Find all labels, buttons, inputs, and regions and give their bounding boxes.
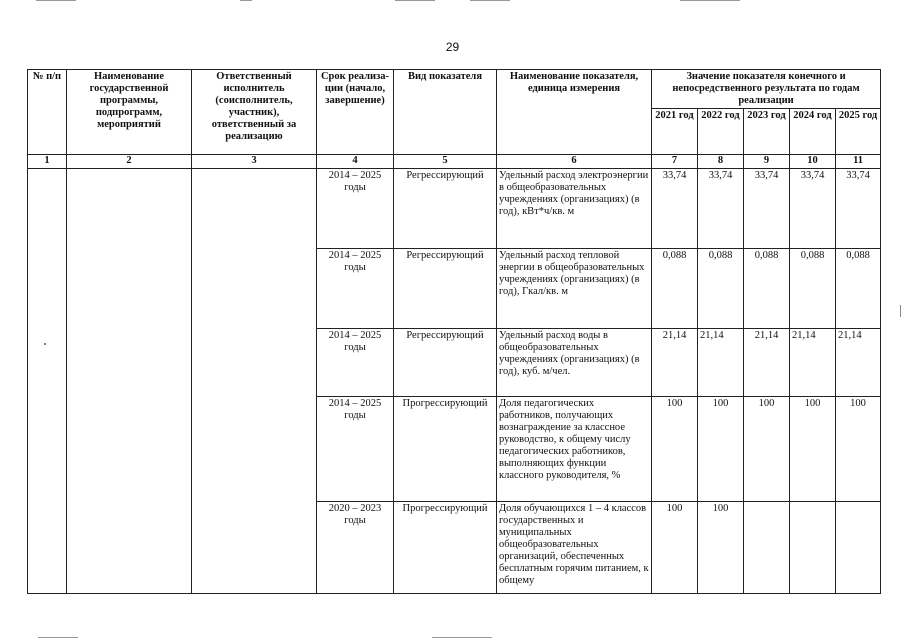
column-number: 8 [698, 155, 744, 169]
cell-value: 33,74 [790, 169, 836, 249]
header-col-executor: Ответственный исполнитель (соисполнитель, участник), ответственный за реализацию [192, 70, 317, 155]
cell-indicator: Удельный расход воды в общеобразовательных учреждениях (организациях) (в год), куб. м/чел. [497, 329, 652, 397]
cell-value: 21,14 [790, 329, 836, 397]
page-number: 29 [445, 40, 460, 54]
cell-indicator: Доля педагогических работников, получающих вознаграждение за классное руководство, к общему числу педагогических работников, выполняющих функции классного руководителя, % [497, 397, 652, 502]
cell-indicator: Доля обучающихся 1 – 4 классов государственных и муниципальных общеобразовательных организаций, обеспеченных бесплатным горячим питанием, к общему [497, 502, 652, 594]
cell-value: 21,14 [836, 329, 881, 397]
cell-value: 0,088 [744, 249, 790, 329]
scan-edge-mark [900, 305, 901, 317]
header-col-indicator: Наименование показателя, единица измерения [497, 70, 652, 155]
column-number: 2 [67, 155, 192, 169]
header-row [28, 70, 881, 109]
cell-value [836, 502, 881, 594]
cell-value [744, 502, 790, 594]
cell-value [790, 502, 836, 594]
header-year: 2024 год [790, 109, 836, 155]
cell-period: 2014 – 2025 годы [317, 329, 394, 397]
column-number-row [28, 155, 881, 169]
header-year: 2025 год [836, 109, 881, 155]
cell-period: 2014 – 2025 годы [317, 249, 394, 329]
cell-value: 0,088 [698, 249, 744, 329]
cell-value: 100 [652, 502, 698, 594]
cell-value: 33,74 [698, 169, 744, 249]
cell-period: 2014 – 2025 годы [317, 397, 394, 502]
header-col-type: Вид показателя [394, 70, 497, 155]
cell-type: Регрессирующий [394, 329, 497, 397]
header-year: 2023 год [744, 109, 790, 155]
cell-value: 100 [790, 397, 836, 502]
cell-value: 100 [836, 397, 881, 502]
scan-speck [44, 343, 46, 345]
cell-value: 100 [698, 502, 744, 594]
cell-value: 0,088 [836, 249, 881, 329]
cell-period: 2014 – 2025 годы [317, 169, 394, 249]
cell-type: Регрессирующий [394, 169, 497, 249]
header-year: 2022 год [698, 109, 744, 155]
cell-value: 33,74 [836, 169, 881, 249]
header-col-program: Наименование государственной программы, подпрограмм, мероприятий [67, 70, 192, 155]
column-number: 7 [652, 155, 698, 169]
cell-value: 100 [652, 397, 698, 502]
indicator-table [27, 69, 881, 594]
cell-value: 33,74 [652, 169, 698, 249]
cell-value: 21,14 [652, 329, 698, 397]
cell-value: 100 [744, 397, 790, 502]
column-number: 10 [790, 155, 836, 169]
cell-value: 0,088 [790, 249, 836, 329]
header-col-number: № п/п [28, 70, 67, 155]
cell-executor-empty [192, 169, 317, 594]
cell-period: 2020 – 2023 годы [317, 502, 394, 594]
table-row [28, 169, 881, 249]
header-col-period: Срок реализа-ции (начало, завершение) [317, 70, 394, 155]
header-year: 2021 год [652, 109, 698, 155]
cell-number-empty [28, 169, 67, 594]
column-number: 9 [744, 155, 790, 169]
column-number: 5 [394, 155, 497, 169]
cell-program-empty [67, 169, 192, 594]
column-number: 4 [317, 155, 394, 169]
cell-indicator: Удельный расход электроэнергии в общеобразовательных учреждениях (организациях) (в год), кВт*ч/кв. м [497, 169, 652, 249]
cell-value: 21,14 [698, 329, 744, 397]
cell-value: 21,14 [744, 329, 790, 397]
scan-top-marks [0, 0, 905, 6]
column-number: 11 [836, 155, 881, 169]
cell-indicator: Удельный расход тепловой энергии в общеобразовательных учреждениях (организациях) (в год), Гкал/кв. м [497, 249, 652, 329]
header-col-values: Значение показателя конечного и непосредственного результата по годам реализации [652, 70, 881, 109]
cell-value: 100 [698, 397, 744, 502]
column-number: 3 [192, 155, 317, 169]
cell-value: 33,74 [744, 169, 790, 249]
cell-value: 0,088 [652, 249, 698, 329]
column-number: 6 [497, 155, 652, 169]
column-number: 1 [28, 155, 67, 169]
cell-type: Прогрессирующий [394, 502, 497, 594]
cell-type: Прогрессирующий [394, 397, 497, 502]
cell-type: Регрессирующий [394, 249, 497, 329]
